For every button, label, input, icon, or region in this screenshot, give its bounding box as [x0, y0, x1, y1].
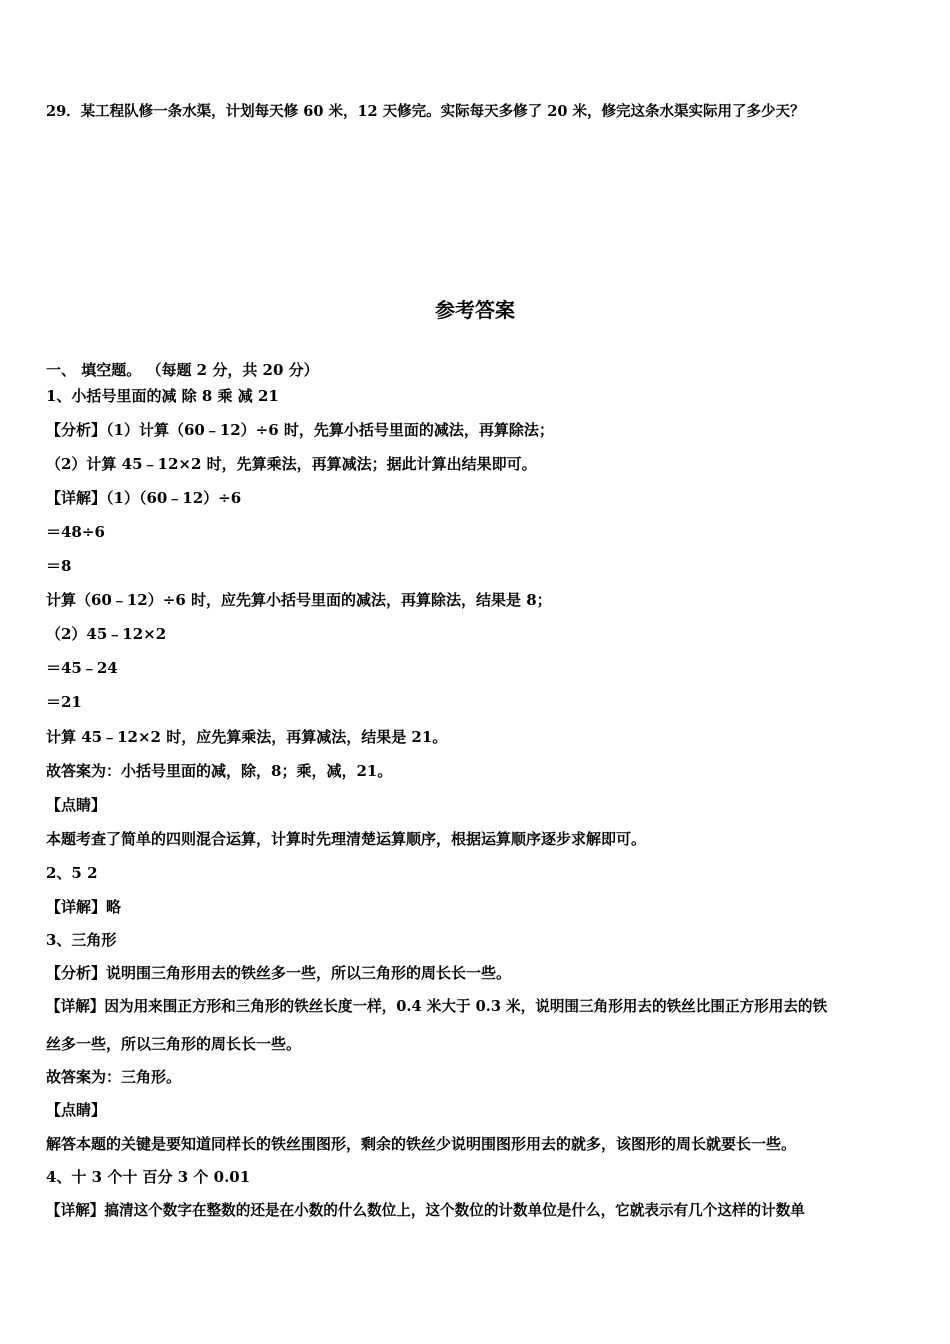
answer-1-step: ＝21: [46, 693, 82, 711]
answer-1-conclusion: 计算 45﹣12×2 时，应先算乘法，再算减法，结果是 21。: [46, 728, 448, 746]
answer-1-analysis-2: （2）计算 45﹣12×2 时，先算乘法，再算减法；据此计算出结果即可。: [46, 455, 537, 473]
answer-3: 3、三角形: [46, 931, 117, 949]
answer-3-analysis: 【分析】说明围三角形用去的铁丝多一些，所以三角形的周长长一些。: [46, 964, 512, 982]
answer-1-detail: 【详解】（1）（60﹣12）÷6: [46, 489, 242, 507]
section-heading: 一、 填空题。 （每题 2 分，共 20 分）: [46, 361, 319, 379]
answer-1-step: （2）45﹣12×2: [46, 625, 167, 643]
answer-1-final: 故答案为：小括号里面的减，除，8；乘，减，21。: [46, 762, 393, 780]
answer-4-detail: 【详解】搞清这个数字在整数的还是在小数的什么数位上，这个数位的计数单位是什么，它就表示有几个这样的计数单: [46, 1202, 805, 1219]
answer-1: 1、小括号里面的减 除 8 乘 减 21: [46, 387, 279, 405]
question-29: 29．某工程队修一条水渠，计划每天修 60 米，12 天修完。实际每天多修了 20 米，修完这条水渠实际用了多少天？: [46, 103, 805, 120]
answer-4: 4、十 3 个十 百分 3 个 0.01: [46, 1168, 251, 1186]
answer-3-comment-label: 【点睛】: [46, 1101, 107, 1119]
answer-1-comment-label: 【点睛】: [46, 796, 107, 814]
answer-3-detail: 【详解】因为用来围正方形和三角形的铁丝长度一样，0.4 米大于 0.3 米，说明围三角形用去的铁丝比围正方形用去的铁: [46, 998, 828, 1015]
answer-title: 参考答案: [435, 298, 515, 322]
answer-1-step: ＝45﹣24: [46, 659, 118, 677]
answer-1-step: ＝48÷6: [46, 523, 105, 541]
answer-1-step: ＝8: [46, 557, 72, 575]
answer-1-analysis: 【分析】（1）计算（60﹣12）÷6 时，先算小括号里面的减法，再算除法；: [46, 421, 554, 439]
answer-1-comment: 本题考查了简单的四则混合运算，计算时先理清楚运算顺序，根据运算顺序逐步求解即可。: [46, 830, 647, 848]
answer-2: 2、5 2: [46, 864, 98, 882]
answer-1-conclusion: 计算（60﹣12）÷6 时，应先算小括号里面的减法，再算除法，结果是 8；: [46, 591, 552, 609]
answer-3-comment: 解答本题的关键是要知道同样长的铁丝围图形，剩余的铁丝少说明围图形用去的就多，该图形的周长就要长一些。: [46, 1135, 797, 1153]
answer-3-detail-cont: 丝多一些，所以三角形的周长长一些。: [46, 1035, 302, 1053]
answer-2-detail: 【详解】略: [46, 898, 122, 916]
answer-3-final: 故答案为：三角形。: [46, 1068, 182, 1086]
